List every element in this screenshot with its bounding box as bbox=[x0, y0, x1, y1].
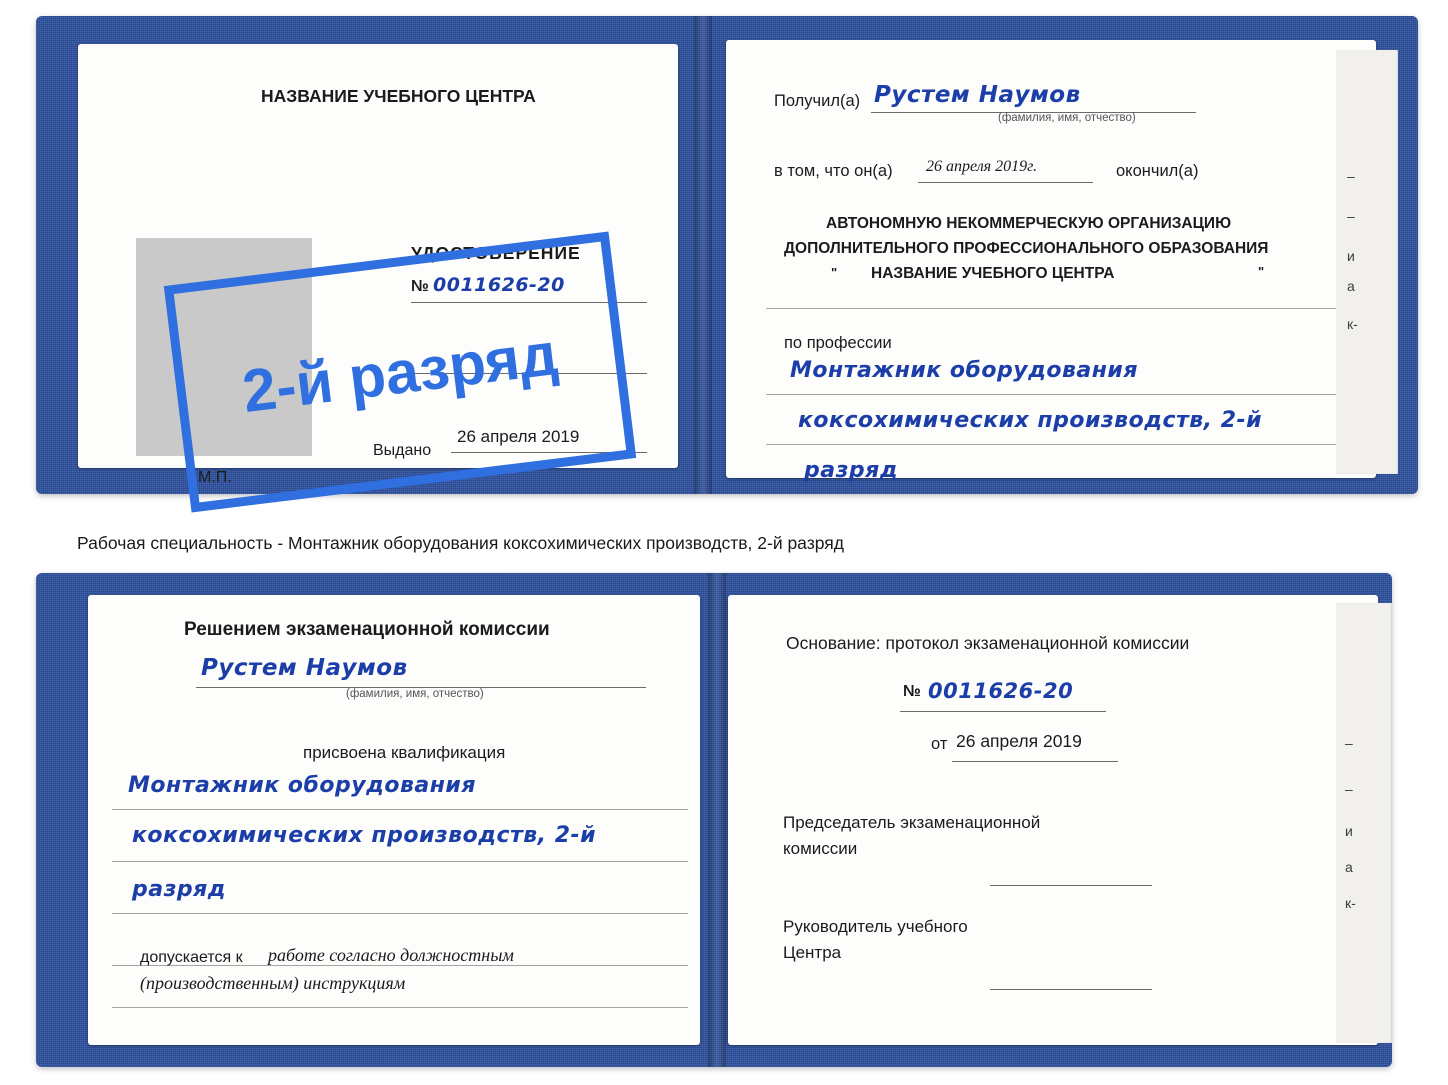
qualification-line-1: Монтажник оборудования bbox=[128, 773, 476, 798]
profession-line-2: коксохимических производств, 2-й bbox=[798, 408, 1263, 433]
edge-dash-2: – bbox=[1347, 208, 1355, 224]
org-line-2: ДОПОЛНИТЕЛЬНОГО ПРОФЕССИОНАЛЬНОГО ОБРАЗОВАНИЯ bbox=[784, 240, 1269, 257]
chairman-line-2: комиссии bbox=[783, 839, 858, 858]
admitted-line-2: (производственным) инструкциям bbox=[140, 973, 406, 993]
completion-date: 26 апреля 2019г. bbox=[926, 158, 1038, 175]
recipient-name-bottom: Рустем Наумов bbox=[201, 655, 408, 681]
training-center-name: НАЗВАНИЕ УЧЕБНОГО ЦЕНТРА bbox=[261, 86, 536, 106]
protocol-number-symbol: № bbox=[903, 683, 921, 700]
book-spine-bottom bbox=[708, 573, 726, 1067]
edge-fragment-5: а bbox=[1345, 859, 1353, 875]
protocol-date-rule bbox=[952, 761, 1118, 762]
recipient-name: Рустем Наумов bbox=[874, 82, 1081, 108]
certificate-bottom-right-page bbox=[728, 595, 1378, 1045]
finished-label: окончил(а) bbox=[1116, 162, 1199, 180]
edge-dash-3: – bbox=[1345, 735, 1353, 751]
certificate-bottom-left-page bbox=[88, 595, 700, 1045]
org-quote-open: " bbox=[831, 265, 838, 280]
received-label: Получил(а) bbox=[774, 92, 861, 110]
qualification-label: присвоена квалификация bbox=[303, 743, 506, 762]
profession-label: по профессии bbox=[784, 334, 892, 352]
in-that-label: в том, что он(а) bbox=[774, 162, 893, 180]
head-line-1: Руководитель учебного bbox=[783, 917, 968, 936]
basis-label: Основание: протокол экзаменационной комиссии bbox=[786, 633, 1190, 653]
profession-rule-1 bbox=[766, 394, 1368, 395]
admitted-line-1: работе согласно должностным bbox=[268, 945, 514, 965]
protocol-number: 0011626-20 bbox=[928, 679, 1074, 703]
edge-dash-4: – bbox=[1345, 781, 1353, 797]
head-signature-rule bbox=[990, 989, 1152, 990]
commission-decision-title: Решением экзаменационной комиссии bbox=[184, 619, 550, 640]
head-line-2: Центра bbox=[783, 943, 842, 962]
edge-fragment-3: к- bbox=[1347, 316, 1358, 332]
certificate-top-right-page bbox=[726, 40, 1376, 483]
name-hint-bottom: (фамилия, имя, отчество) bbox=[346, 688, 484, 700]
edge-fragment-2: а bbox=[1347, 278, 1355, 294]
certificate-bottom-book bbox=[36, 573, 1392, 1067]
page-caption: Рабочая специальность - Монтажник оборудования коксохимических производств, 2-й разряд bbox=[77, 533, 844, 553]
edge-fragment-6: к- bbox=[1345, 895, 1356, 911]
admitted-rule bbox=[112, 1007, 688, 1008]
qualification-line-3: разряд bbox=[132, 877, 227, 902]
number-symbol: № bbox=[411, 278, 429, 295]
profession-rule-2 bbox=[766, 444, 1368, 445]
document-title: УДОСТОВЕРЕНИЕ bbox=[411, 243, 581, 263]
edge-fragment-1: и bbox=[1347, 248, 1355, 264]
completion-date-rule bbox=[918, 182, 1093, 183]
admitted-label: допускается к bbox=[140, 949, 243, 966]
rank-stamp-label: 2-й разряд bbox=[238, 319, 562, 425]
protocol-date: 26 апреля 2019 bbox=[956, 731, 1082, 751]
qualification-line-2: коксохимических производств, 2-й bbox=[132, 823, 597, 848]
issued-date: 26 апреля 2019 bbox=[457, 427, 580, 446]
qualification-rule-3 bbox=[112, 913, 688, 914]
stamp-place-label: М.П. bbox=[198, 469, 232, 486]
org-line-1: АВТОНОМНУЮ НЕКОММЕРЧЕСКУЮ ОРГАНИЗАЦИЮ bbox=[826, 215, 1232, 232]
book-spine-top bbox=[694, 16, 712, 494]
qualification-rule-2 bbox=[112, 861, 688, 862]
org-line-3: НАЗВАНИЕ УЧЕБНОГО ЦЕНТРА bbox=[871, 265, 1115, 282]
name-hint: (фамилия, имя, отчество) bbox=[998, 112, 1136, 124]
chairman-signature-rule bbox=[990, 885, 1152, 886]
protocol-date-label: от bbox=[931, 735, 948, 753]
profession-line-1: Монтажник оборудования bbox=[790, 358, 1138, 383]
edge-fragment-4: и bbox=[1345, 823, 1353, 839]
org-quote-close: " bbox=[1258, 264, 1265, 279]
certificate-number: 0011626-20 bbox=[433, 274, 565, 296]
qualification-rule-1 bbox=[112, 809, 688, 810]
issued-label: Выдано bbox=[373, 442, 432, 459]
profession-line-3: разряд bbox=[804, 458, 899, 483]
protocol-number-rule bbox=[900, 711, 1106, 712]
edge-dash-1: – bbox=[1347, 168, 1355, 184]
page-edge-top bbox=[1336, 50, 1398, 474]
chairman-line-1: Председатель экзаменационной bbox=[783, 813, 1041, 832]
org-rule bbox=[766, 308, 1368, 309]
